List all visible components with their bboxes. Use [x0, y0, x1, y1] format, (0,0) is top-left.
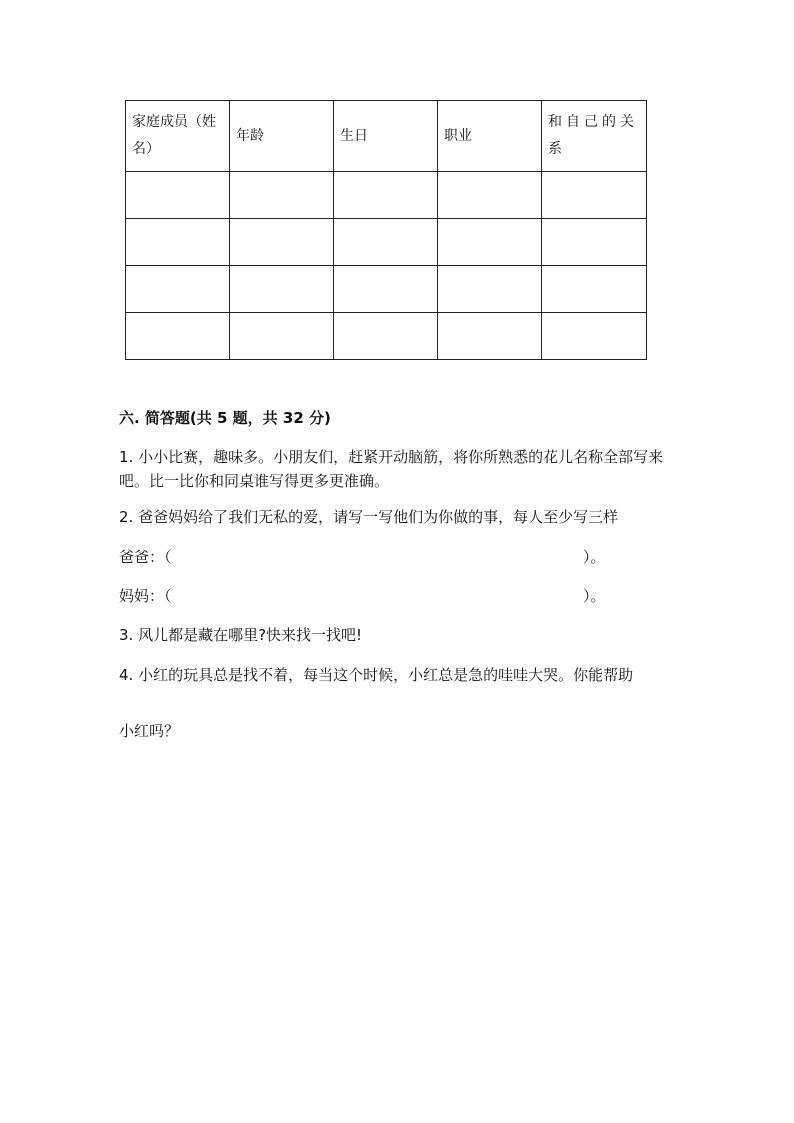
table-cell[interactable] — [126, 313, 230, 360]
table-row — [126, 266, 647, 313]
question-2: 2. 爸爸妈妈给了我们无私的爱，请写一写他们为你做的事，每人至少写三样 — [119, 508, 619, 526]
table-cell[interactable] — [230, 219, 334, 266]
table-cell[interactable] — [126, 219, 230, 266]
table-cell[interactable] — [542, 219, 647, 266]
table-cell[interactable] — [126, 172, 230, 219]
table-cell[interactable] — [230, 313, 334, 360]
table-cell[interactable] — [542, 266, 647, 313]
mom-close-paren: ）。 — [583, 587, 606, 605]
table-cell[interactable] — [334, 266, 438, 313]
header-relationship: 和自己的关系 — [542, 101, 647, 172]
section-title: 六. 简答题(共 5 题，共 32 分) — [119, 409, 331, 427]
question-4-line-2: 小红吗？ — [119, 722, 180, 740]
header-birthday: 生日 — [334, 101, 438, 172]
table-cell[interactable] — [438, 266, 542, 313]
table-header-row — [126, 101, 647, 172]
table-cell[interactable] — [438, 313, 542, 360]
question-3: 3. 风儿都是藏在哪里?快来找一找吧! — [119, 626, 363, 644]
header-occupation: 职业 — [438, 101, 542, 172]
table-cell[interactable] — [126, 266, 230, 313]
table-cell[interactable] — [542, 313, 647, 360]
mom-label: 妈妈：（ — [119, 587, 172, 605]
dad-answer-line[interactable] — [119, 545, 619, 569]
dad-label: 爸爸：（ — [119, 548, 172, 566]
table-cell[interactable] — [230, 266, 334, 313]
question-1: 1. 小小比赛，趣味多。小朋友们，赶紧开动脑筋，将你所熟悉的花儿名称全部写来吧。比一比你和同桌谁写得更多更准确。 — [119, 448, 664, 490]
table-cell[interactable] — [438, 219, 542, 266]
question-4-line-1: 4. 小红的玩具总是找不着，每当这个时候，小红总是急的哇哇大哭。你能帮助 — [119, 666, 634, 684]
table-cell[interactable] — [438, 172, 542, 219]
table-row — [126, 172, 647, 219]
table-cell[interactable] — [334, 313, 438, 360]
table-row — [126, 313, 647, 360]
table-cell[interactable] — [230, 172, 334, 219]
table-cell[interactable] — [334, 172, 438, 219]
family-members-table — [125, 100, 647, 360]
dad-close-paren: ）。 — [583, 548, 606, 566]
table-row — [126, 219, 647, 266]
table-cell[interactable] — [334, 219, 438, 266]
table-cell[interactable] — [542, 172, 647, 219]
header-family-member: 家庭成员（姓名） — [126, 101, 230, 172]
header-age: 年龄 — [230, 101, 334, 172]
mom-answer-line[interactable] — [119, 584, 619, 608]
